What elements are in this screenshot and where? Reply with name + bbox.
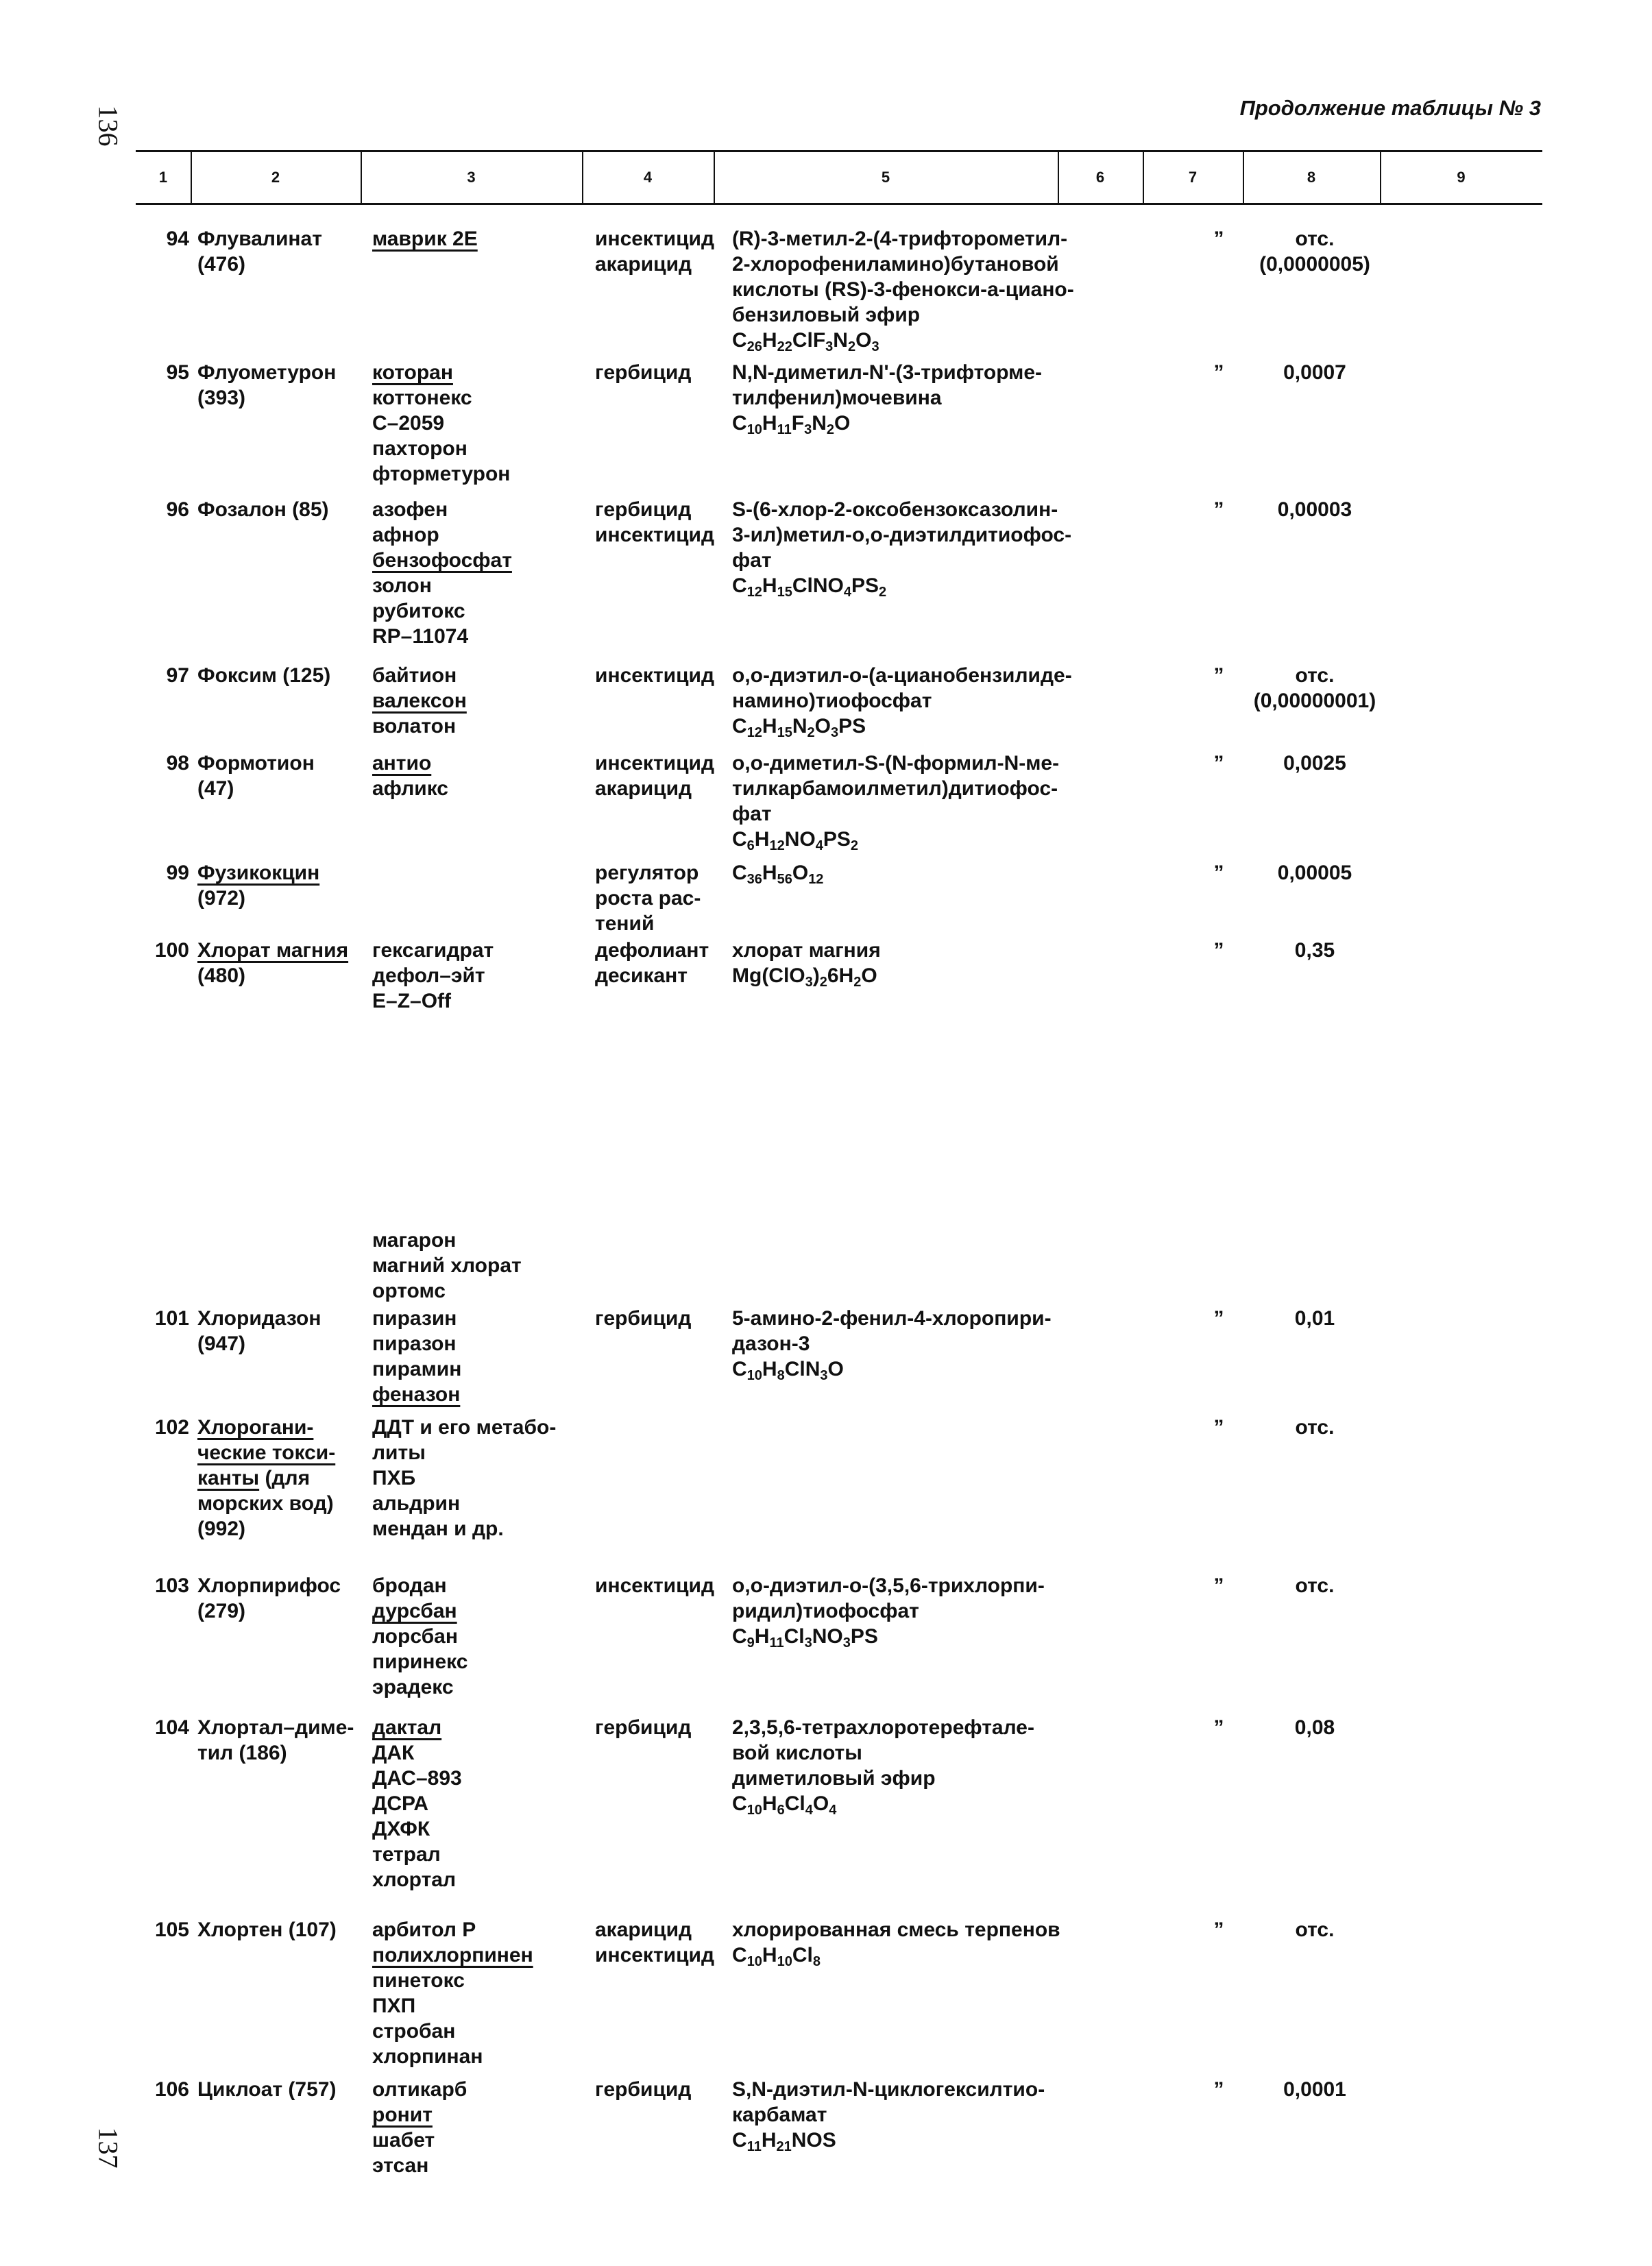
synonyms [372, 751, 448, 801]
synonym: стробан [372, 2020, 456, 2043]
chemical-name [732, 1306, 1052, 1382]
chemical-formula: $C_{10}H_{10}Cl_8$ [732, 1944, 821, 1969]
ditto-mark: ” [1213, 752, 1224, 775]
chemical-name-line: о,о-диэтил-о-(3,5,6-трихлорпи- [732, 1574, 1045, 1597]
substance-name-line: Циклоат (757) [197, 2078, 337, 2101]
chemical-name-line: кислоты (RS)-3-фенокси-а-циано- [732, 278, 1074, 301]
chemical-name [732, 938, 881, 988]
row-number: 104 [154, 1716, 189, 1739]
limit-value [1246, 663, 1383, 714]
ditto-mark: ” [1213, 939, 1224, 962]
chemical-name-line: S,N-диэтил-N-циклогексилтио- [732, 2078, 1045, 2101]
substance-name-line: Хлортен (107) [197, 1918, 337, 1941]
application-line: инсектицид [595, 228, 715, 250]
synonym: хлортал [372, 1868, 457, 1891]
synonym: феназон [372, 1383, 461, 1406]
col-divider [1380, 151, 1381, 204]
limit-value-line: 0,00005 [1277, 862, 1352, 884]
limit-value [1246, 938, 1383, 963]
row-number: 95 [166, 361, 189, 384]
application-line: акарицид [595, 777, 692, 800]
col-divider [1243, 151, 1244, 204]
chemical-name [732, 663, 1072, 739]
synonym: бензофосфат [372, 549, 512, 572]
synonym: ДАК [372, 1742, 415, 1764]
page-number-right: 137 [93, 2127, 124, 2169]
limit-value-line: (0,0000005) [1259, 253, 1370, 276]
application-line: гербицид [595, 1307, 692, 1330]
chemical-name-line: 3-ил)метил-о,о-диэтилдитиофос- [732, 524, 1072, 546]
synonym: С–2059 [372, 412, 445, 435]
application [595, 860, 701, 936]
chemical-name-line: S-(6-хлор-2-оксобензоксазолин- [732, 498, 1058, 521]
table-row [136, 360, 1542, 485]
application-line: инсектицид [595, 664, 715, 687]
substance-name-line: Фузикокцин [197, 862, 320, 884]
page-number-left: 136 [93, 105, 124, 147]
synonym: альдрин [372, 1492, 461, 1515]
application-line: десикант [595, 964, 688, 987]
chemical-formula: $C_{10}H_8ClN_3O$ [732, 1358, 844, 1383]
substance-name [197, 2077, 336, 2102]
synonym: этсан [372, 2154, 429, 2177]
col-header-5: 5 [881, 169, 890, 186]
row-number: 100 [154, 939, 189, 962]
synonym: магний хлорат [372, 1254, 522, 1277]
ditto-mark: ” [1213, 361, 1224, 384]
synonym: афнор [372, 524, 439, 546]
limit-value [1246, 1573, 1383, 1598]
application-line: инсектицид [595, 524, 715, 546]
row-number: 99 [166, 862, 189, 884]
application [595, 751, 714, 801]
synonyms [372, 663, 467, 739]
chemical-name-line: 5-амино-2-фенил-4-хлоропири- [732, 1307, 1052, 1330]
substance-name-line: Хлортал–диме- [197, 1716, 354, 1739]
chemical-formula: $Mg(ClO_3)_26H_2O$ [732, 964, 877, 990]
synonym: полихлорпинен [372, 1944, 533, 1966]
substance-name-line: Хлорат магния [197, 939, 349, 962]
synonym: ДХФК [372, 1818, 430, 1840]
synonym: мендан и др. [372, 1518, 504, 1540]
chemical-name-line: (R)-3-метил-2-(4-трифторометил- [732, 228, 1068, 250]
row-number: 98 [166, 752, 189, 775]
substance-name [197, 1715, 354, 1766]
synonym: коттонекс [372, 387, 472, 409]
row-number: 96 [166, 498, 189, 521]
row-number: 97 [166, 664, 189, 687]
synonym: пиразин [372, 1307, 457, 1330]
row-number: 94 [166, 228, 189, 250]
limit-value-line: 0,00003 [1277, 498, 1352, 521]
ditto-mark: ” [1213, 1416, 1224, 1439]
chemical-name-line: N,N-диметил-N'-(3-трифторме- [732, 361, 1042, 384]
synonym: E–Z–Off [372, 990, 452, 1012]
synonym: эрадекс [372, 1676, 454, 1698]
substance-name [197, 1306, 321, 1356]
substance-name-line: ческие токси- [197, 1441, 336, 1464]
chemical-name-line: бензиловый эфир [732, 304, 921, 326]
substance-name [197, 663, 330, 688]
application-line: дефолиант [595, 939, 709, 962]
chemical-name-line: 2-хлорофениламино)бутановой [732, 253, 1059, 276]
limit-value-line: отс. [1295, 1918, 1335, 1941]
substance-name [197, 1917, 337, 1942]
col-header-4: 4 [643, 169, 653, 186]
substance-name [197, 226, 322, 277]
ditto-mark: ” [1213, 862, 1224, 884]
limit-value-line: 0,08 [1294, 1716, 1335, 1739]
table-caption: Продолжение таблицы № 3 [1239, 96, 1541, 120]
application-line: акарицид [595, 1918, 692, 1941]
table-row [136, 497, 1542, 648]
application-line: гербицид [595, 1716, 692, 1739]
ditto-mark: ” [1213, 228, 1224, 250]
limit-value [1246, 1715, 1383, 1740]
application [595, 226, 714, 277]
application-line: инсектицид [595, 1574, 715, 1597]
ditto-mark: ” [1213, 1307, 1224, 1330]
table-row [136, 1228, 1542, 1302]
col-header-8: 8 [1307, 169, 1316, 186]
chemical-name-line: намино)тиофосфат [732, 690, 932, 712]
synonym: пахторон [372, 437, 467, 460]
synonym: волатон [372, 715, 457, 738]
chemical-name [732, 497, 1071, 598]
chemical-name-line: ридил)тиофосфат [732, 1600, 919, 1622]
synonyms [372, 1573, 467, 1700]
substance-name-line: (393) [197, 387, 246, 409]
substance-name-line: (992) [197, 1518, 246, 1540]
substance-name [197, 1415, 335, 1542]
chemical-name-line: хлорированная смесь терпенов [732, 1918, 1060, 1941]
table-row [136, 1306, 1542, 1406]
table-row [136, 226, 1542, 354]
chemical-formula: $C_{10}H_{11}F_3N_2O$ [732, 412, 851, 437]
synonyms [372, 2077, 467, 2178]
synonyms [372, 226, 478, 252]
chemical-name-line: тилфенил)мочевина [732, 387, 942, 409]
row-number: 102 [154, 1416, 189, 1439]
synonym: ДСРА [372, 1792, 429, 1815]
col-header-6: 6 [1095, 169, 1105, 186]
synonyms [372, 1306, 461, 1407]
synonym: ПХБ [372, 1467, 416, 1489]
substance-name-line: Флувалинат [197, 228, 322, 250]
application-line: роста рас- [595, 887, 701, 910]
chemical-name [732, 860, 823, 886]
synonym: байтион [372, 664, 457, 687]
limit-value [1246, 860, 1383, 886]
synonyms [372, 1917, 533, 2069]
limit-value [1246, 751, 1383, 776]
application [595, 663, 714, 688]
chemical-formula: $C_{36}H_{56}O_{12}$ [732, 862, 824, 887]
application-line: гербицид [595, 361, 692, 384]
application-line: инсектицид [595, 1944, 715, 1966]
application-line: инсектицид [595, 752, 715, 775]
ditto-mark: ” [1213, 498, 1224, 521]
application [595, 1573, 714, 1598]
limit-value-line: 0,0007 [1283, 361, 1346, 384]
chemical-formula: $C_{26}H_{22}ClF_3N_2O_3$ [732, 329, 879, 354]
chemical-name-line: хлорат магния [732, 939, 881, 962]
ditto-mark: ” [1213, 1716, 1224, 1739]
substance-name-part: канты [197, 1467, 260, 1489]
synonym: дурсбан [372, 1600, 457, 1622]
synonym: гексагидрат [372, 939, 494, 962]
chemical-name [732, 226, 1074, 353]
chemical-formula: $C_9H_{11}Cl_3NO_3PS$ [732, 1625, 878, 1650]
chemical-name-line: дазон-3 [732, 1332, 810, 1355]
substance-name-line: (972) [197, 887, 246, 910]
synonym: ортомс [372, 1280, 446, 1302]
chemical-name [732, 1573, 1045, 1649]
limit-value-line: 0,0001 [1283, 2078, 1346, 2101]
application-line: тений [595, 912, 655, 935]
synonym: олтикарб [372, 2078, 467, 2101]
synonyms [372, 360, 510, 487]
limit-value-line: отс. [1295, 1574, 1335, 1597]
chemical-name-line: фат [732, 803, 772, 825]
synonym: валексон [372, 690, 467, 712]
substance-name-line: Фозалон (85) [197, 498, 329, 521]
chemical-name-line: диметиловый эфир [732, 1767, 936, 1790]
chemical-name [732, 2077, 1045, 2153]
synonym: ронит [372, 2104, 433, 2126]
table-row [136, 1415, 1542, 1540]
synonym: арбитол Р [372, 1918, 476, 1941]
row-number: 101 [154, 1307, 189, 1330]
synonym: хлорпинан [372, 2045, 483, 2068]
substance-name-line: Хлорпирифос [197, 1574, 341, 1597]
limit-value [1246, 2077, 1383, 2102]
substance-name-line: Формотион [197, 752, 315, 775]
chemical-name-line: о,о-диэтил-о-(а-цианобензилиде- [732, 664, 1072, 687]
synonym: ПХП [372, 1995, 416, 2017]
substance-name-line: (279) [197, 1600, 246, 1622]
substance-name-line: (476) [197, 253, 246, 276]
application [595, 497, 714, 548]
chemical-name-line: тилкарбамоилметил)дитиофос- [732, 777, 1058, 800]
application [595, 2077, 691, 2102]
col-divider [1143, 151, 1144, 204]
synonym: RP–11074 [372, 625, 469, 648]
application [595, 1917, 714, 1968]
substance-name-line: тил (186) [197, 1742, 287, 1764]
limit-value-line: отс. [1295, 664, 1335, 687]
synonyms [372, 1715, 462, 1892]
substance-name [197, 938, 348, 988]
synonym: ДАС–893 [372, 1767, 462, 1790]
limit-value-line: 0,35 [1294, 939, 1335, 962]
substance-name [197, 360, 336, 411]
synonyms [372, 1228, 522, 1304]
substance-name-line: Флуометурон [197, 361, 337, 384]
col-divider [714, 151, 715, 204]
synonym: афликс [372, 777, 448, 800]
limit-value [1246, 1917, 1383, 1942]
synonym: фторметурон [372, 463, 511, 485]
limit-value [1246, 226, 1383, 277]
substance-name-line: (480) [197, 964, 246, 987]
synonym: ДДТ и его метабо- [372, 1416, 557, 1439]
synonym: пиринекс [372, 1650, 468, 1673]
chemical-formula: $C_{11}H_{21}NOS$ [732, 2129, 836, 2154]
application-line: акарицид [595, 253, 692, 276]
application [595, 938, 709, 988]
synonym: маврик 2Е [372, 228, 478, 250]
table-row [136, 1917, 1542, 2068]
col-divider [191, 151, 192, 204]
chemical-name [732, 360, 1042, 436]
limit-value-line: отс. [1295, 1416, 1335, 1439]
limit-value [1246, 497, 1383, 522]
ditto-mark: ” [1213, 1574, 1224, 1597]
synonym: лорсбан [372, 1625, 458, 1648]
col-header-9: 9 [1457, 169, 1466, 186]
row-number: 106 [154, 2078, 189, 2101]
application-line: гербицид [595, 498, 692, 521]
synonym: азофен [372, 498, 448, 521]
chemical-name-line: о,о-диметил-S-(N-формил-N-ме- [732, 752, 1060, 775]
application [595, 1715, 691, 1740]
synonym: магарон [372, 1229, 457, 1252]
synonym: которан [372, 361, 453, 384]
col-divider [1058, 151, 1059, 204]
substance-name-line [197, 1465, 335, 1491]
synonym: тетрал [372, 1843, 441, 1866]
chemical-name-line: вой кислоты [732, 1742, 862, 1764]
substance-name [197, 860, 319, 911]
synonym: бродан [372, 1574, 447, 1597]
chemical-formula: $C_{12}H_{15}ClNO_4PS_2$ [732, 574, 887, 600]
synonym: литы [372, 1441, 426, 1464]
application-line: гербицид [595, 2078, 692, 2101]
row-number: 105 [154, 1918, 189, 1941]
chemical-formula: $C_{10}H_6Cl_4O_4$ [732, 1792, 837, 1818]
synonyms [372, 497, 512, 649]
col-header-3: 3 [467, 169, 476, 186]
application [595, 1306, 691, 1331]
table-row [136, 1715, 1542, 1891]
substance-name [197, 751, 315, 801]
table-row [136, 663, 1542, 740]
chemical-name [732, 1917, 1060, 1968]
col-divider [582, 151, 583, 204]
ditto-mark: ” [1213, 1918, 1224, 1941]
chemical-name-line: фат [732, 549, 772, 572]
synonym: шабет [372, 2129, 435, 2152]
substance-name-line: (47) [197, 777, 234, 800]
substance-name-part: (для [259, 1467, 311, 1489]
substance-name-line: Фоксим (125) [197, 664, 331, 687]
chemical-formula: $C_{12}H_{15}N_2O_3PS$ [732, 715, 866, 740]
synonym: пирамин [372, 1358, 462, 1380]
application-line: регулятор [595, 862, 699, 884]
limit-value-line: 0,0025 [1283, 752, 1346, 775]
limit-value [1246, 360, 1383, 385]
table-row [136, 938, 1542, 1012]
synonym: рубитокс [372, 600, 465, 622]
ditto-mark: ” [1213, 2078, 1224, 2101]
synonym: пиразон [372, 1332, 457, 1355]
chemical-name-line: карбамат [732, 2104, 827, 2126]
limit-value-line: отс. [1295, 228, 1335, 250]
synonyms [372, 938, 494, 1014]
substance-name-line: Хлоридазон [197, 1307, 321, 1330]
table-row [136, 2077, 1542, 2177]
limit-value-line: 0,01 [1294, 1307, 1335, 1330]
table-row [136, 1573, 1542, 1698]
col-header-7: 7 [1188, 169, 1198, 186]
chemical-name [732, 751, 1059, 852]
col-divider [361, 151, 362, 204]
substance-name-line: морских вод) [197, 1492, 334, 1515]
substance-name [197, 1573, 341, 1624]
limit-value [1246, 1415, 1383, 1440]
ditto-mark: ” [1213, 664, 1224, 687]
substance-name-line: (947) [197, 1332, 246, 1355]
table-header [136, 151, 1542, 204]
col-header-1: 1 [158, 169, 168, 186]
synonym: золон [372, 574, 432, 597]
chemical-formula: $C_6H_{12}NO_4PS_2$ [732, 828, 858, 853]
synonyms [372, 1415, 556, 1542]
synonym: дефол–эйт [372, 964, 485, 987]
table-row [136, 751, 1542, 853]
synonym: антио [372, 752, 432, 775]
chemical-name [732, 1715, 1034, 1816]
col-header-2: 2 [271, 169, 280, 186]
table-row [136, 860, 1542, 935]
synonym: дактал [372, 1716, 442, 1739]
substance-name-line: Хлорогани- [197, 1416, 314, 1439]
chemical-name-line: 2,3,5,6-тетрахлоротерефтале- [732, 1716, 1034, 1739]
row-number: 103 [154, 1574, 189, 1597]
synonym: пинетокс [372, 1969, 465, 1992]
limit-value-line: (0,00000001) [1253, 690, 1376, 712]
application [595, 360, 691, 385]
limit-value [1246, 1306, 1383, 1331]
substance-name [197, 497, 329, 522]
